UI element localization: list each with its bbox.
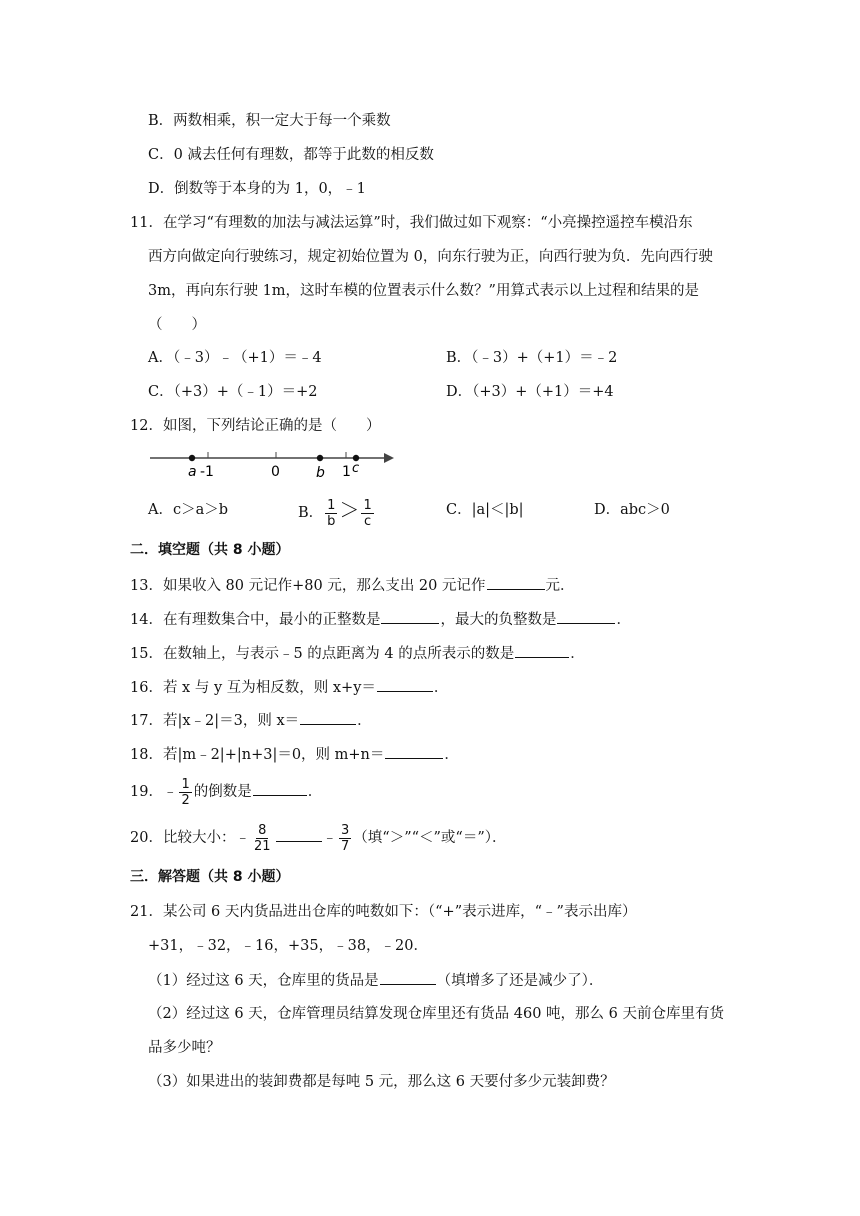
answer-blank (380, 970, 436, 985)
q15-end: ． (570, 646, 585, 662)
fraction-numerator: 1 (181, 776, 190, 792)
q14-end: ． (616, 612, 631, 628)
q11-stem-line3: 3m，再向东行驶 1m，这时车模的位置表示什么数？”用算式表示以上过程和结果的是 (148, 283, 699, 299)
q20-minus: ﹣ (322, 830, 337, 846)
label-b: b (316, 465, 325, 481)
fraction-1-over-c (361, 498, 373, 529)
fraction-3-over-7 (339, 823, 351, 854)
point-a (189, 455, 195, 461)
answer-blank (377, 677, 433, 692)
q16 (130, 677, 448, 698)
q16-end: ． (433, 680, 449, 696)
q19-middle: 的倒数是 (193, 784, 252, 800)
q15-text: 15．在数轴上，与表示﹣5 的点距离为 4 的点所表示的数是 (130, 646, 515, 662)
q18-end: ． (444, 747, 459, 763)
q21-data: +31，﹣32，﹣16，+35，﹣38，﹣20． (148, 938, 429, 954)
q10-option-c: C．0 减去任何有理数，都等于此数的相反数 (148, 147, 434, 163)
q13-end: 元． (545, 578, 575, 594)
fraction-numerator: 3 (341, 822, 350, 838)
fraction-8-over-21 (252, 823, 273, 854)
q21-part1-text: （1）经过这 6 天，仓库里的货品是 (148, 973, 379, 989)
label-c: c (352, 461, 360, 476)
section-fill-in-title: 二．填空题（共 8 小题） (130, 542, 290, 558)
fraction-numerator: 8 (258, 822, 267, 838)
greater-than-sign: ＞ (339, 498, 360, 522)
q11-option-d: D．（+3）+（+1）＝+4 (446, 384, 614, 400)
answer-blank (385, 744, 443, 759)
q13 (130, 575, 575, 596)
fraction-denominator: 7 (341, 838, 350, 854)
q12-option-d: D．abc＞0 (594, 502, 670, 518)
fraction-denominator: b (327, 513, 336, 529)
q18 (130, 744, 459, 765)
point-b (317, 455, 323, 461)
q17-text: 17．若|x﹣2|＝3，则 x＝ (130, 713, 300, 729)
answer-blank (557, 609, 615, 624)
answer-blank (515, 643, 569, 658)
label-one: 1 (342, 464, 351, 480)
fraction-one-half (179, 777, 191, 808)
fraction-denominator: 2 (181, 792, 190, 808)
q16-text: 16．若 x 与 y 互为相反数，则 x+y＝ (130, 680, 376, 696)
answer-blank (381, 609, 439, 624)
answer-blank (253, 781, 307, 796)
q19-text: 19．﹣ (130, 784, 178, 800)
q21-part1 (148, 970, 603, 991)
q11-option-a: A．（﹣3）﹣（+1）＝﹣4 (148, 350, 322, 366)
number-line-figure (148, 448, 398, 482)
q19 (130, 774, 322, 810)
q21-part1-end: （填增多了还是减少了）． (436, 973, 604, 989)
q18-text: 18．若|m﹣2|+|n+3|＝0，则 m+n＝ (130, 747, 385, 763)
q14 (130, 609, 631, 630)
q17 (130, 710, 372, 731)
q21-part2-line1: （2）经过这 6 天，仓库管理员结算发现仓库里还有货品 460 吨，那么 6 天前仓库里有货 (148, 1006, 725, 1022)
fraction-numerator: 1 (327, 497, 336, 513)
fraction-numerator: 1 (363, 497, 372, 513)
q10-option-d: D．倒数等于本身的为 1，0，﹣1 (148, 181, 366, 197)
q12-option-a: A．c＞a＞b (148, 502, 229, 518)
answer-blank (300, 710, 356, 725)
q21-part3: （3）如果进出的装卸费都是每吨 5 元，那么这 6 天要付多少元装卸费？ (148, 1074, 615, 1090)
q21-part2-line2: 品多少吨？ (148, 1040, 221, 1056)
q14-text: 14．在有理数集合中，最小的正整数是 (130, 612, 381, 628)
q10-option-b: B．两数相乘，积一定大于每一个乘数 (148, 113, 391, 129)
section-answer-title: 三．解答题（共 8 小题） (130, 869, 290, 885)
q19-end: ． (307, 784, 323, 800)
q20 (130, 820, 507, 856)
number-line-arrow (384, 453, 394, 463)
q21-stem: 21．某公司 6 天内货品进出仓库的吨数如下：（“+”表示进库，“﹣”表示出库） (130, 904, 637, 920)
q11-paren: （ ） (148, 317, 206, 333)
q11-option-b: B．（﹣3）+（+1）＝﹣2 (446, 350, 618, 366)
q12-option-b (298, 492, 376, 531)
label-minus-one: -1 (200, 464, 214, 480)
q17-end: ． (357, 713, 372, 729)
label-a: a (188, 464, 197, 480)
label-zero: 0 (271, 464, 280, 480)
q12-option-b-prefix: B． (298, 505, 324, 521)
q15 (130, 643, 585, 664)
q11-stem-line2: 西方向做定向行驶练习，规定初始位置为 0，向东行驶为正，向西行驶为负．先向西行驶 (148, 249, 713, 265)
answer-blank (276, 827, 322, 842)
q13-text: 13．如果收入 80 元记作+80 元，那么支出 20 元记作 (130, 578, 486, 594)
answer-blank (487, 575, 545, 590)
q14-middle: ，最大的负整数是 (440, 612, 557, 628)
fraction-denominator: c (364, 513, 372, 529)
fraction-denominator: 21 (253, 838, 271, 854)
q11-stem-line1: 11．在学习“有理数的加法与减法运算”时，我们做过如下观察：“小亮操控遥控车模沿东 (130, 215, 693, 231)
q11-option-c: C．（+3）+（﹣1）＝+2 (148, 384, 318, 400)
fraction-1-over-b (325, 498, 337, 529)
q20-text: 20．比较大小：﹣ (130, 830, 250, 846)
q20-end: （填“＞”“＜”或“＝”）． (353, 830, 507, 846)
q12-stem: 12．如图，下列结论正确的是（ ） (130, 418, 381, 434)
q12-option-c: C．|a|＜|b| (446, 502, 524, 518)
